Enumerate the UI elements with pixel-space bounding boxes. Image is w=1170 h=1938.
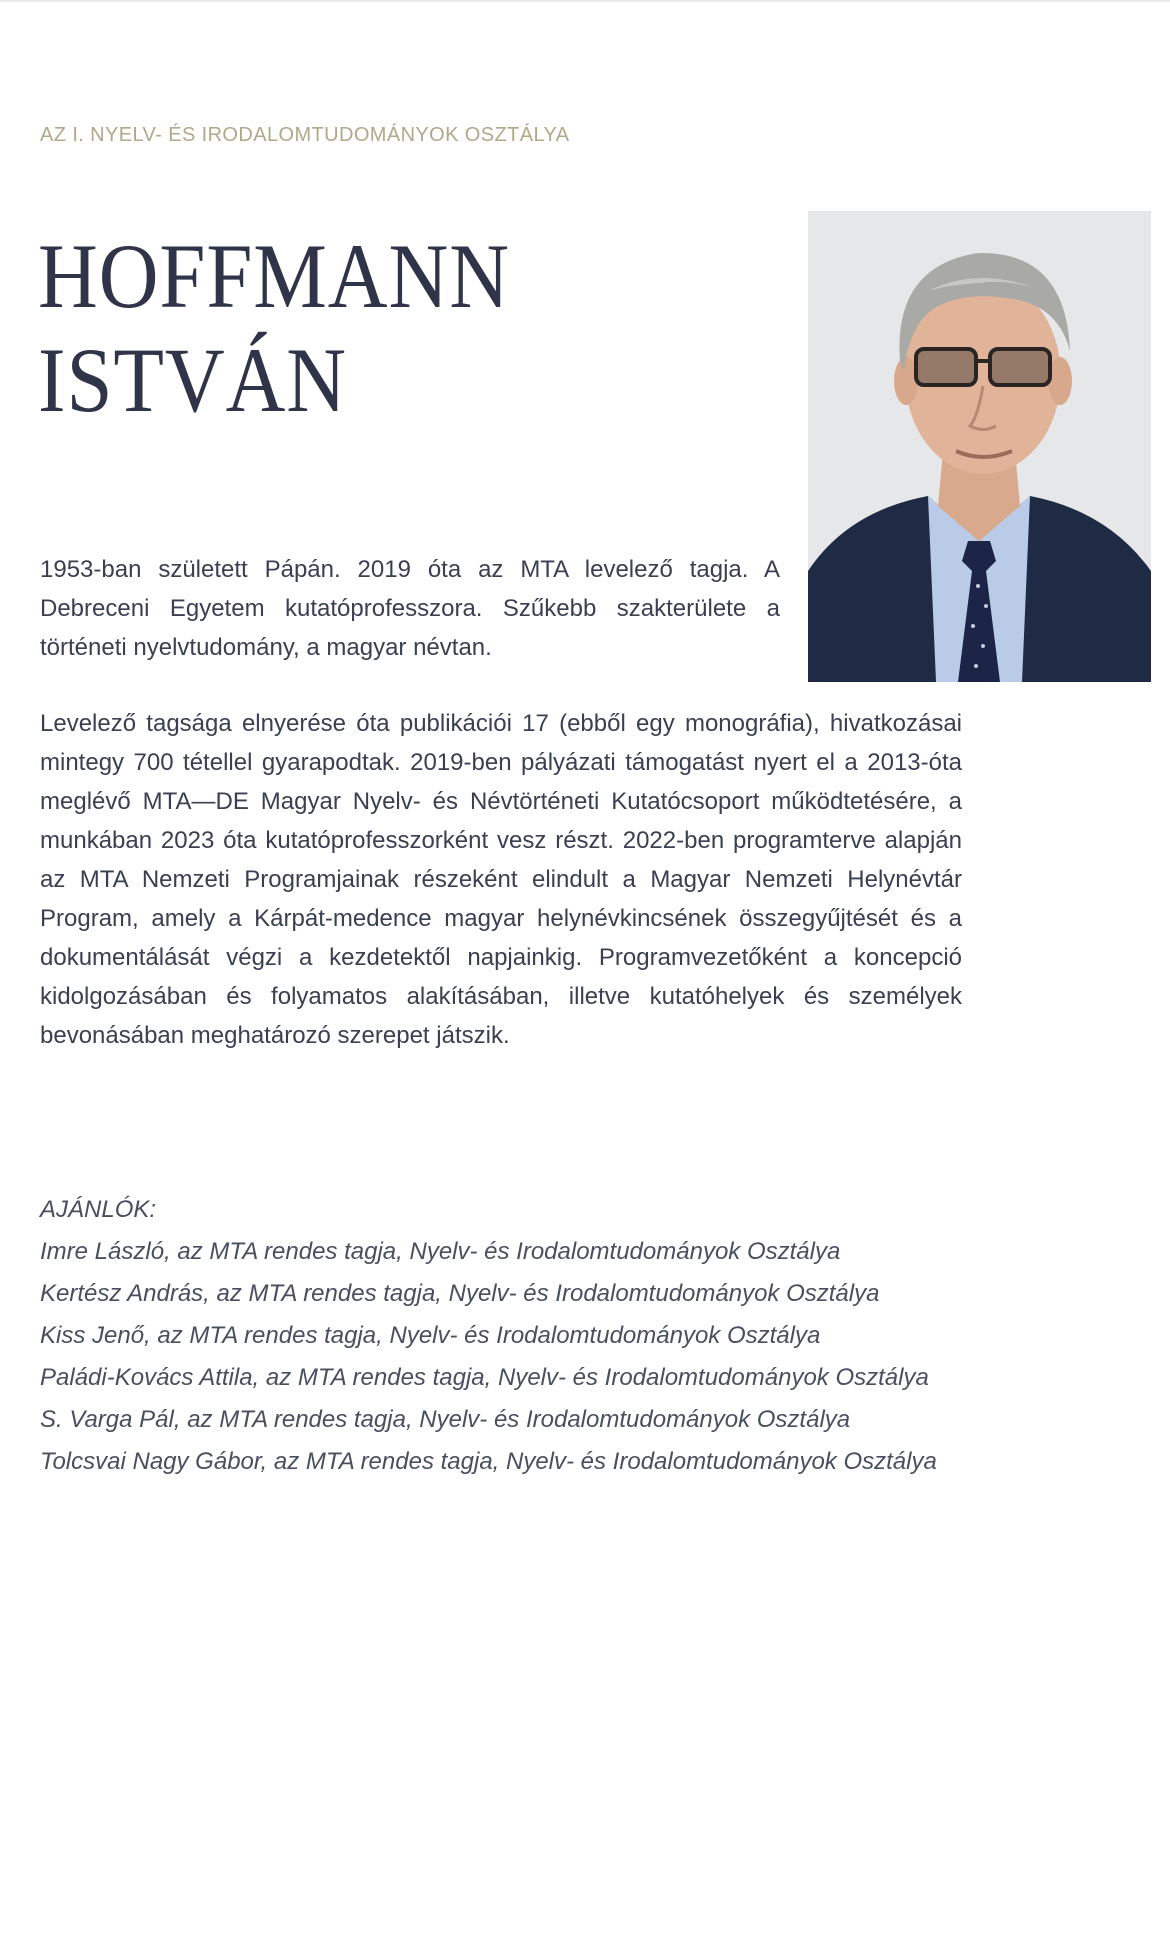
person-name [38,224,510,432]
recommenders-heading: AJÁNLÓK: [40,1196,157,1223]
recommender-item: Paládi-Kovács Attila, az MTA rendes tagja, Nyelv- és Irodalomtudományok Osztálya [40,1364,929,1391]
recommenders-section [40,1189,937,1483]
recommender-item: Tolcsvai Nagy Gábor, az MTA rendes tagja, Nyelv- és Irodalomtudományok Osztálya [40,1448,937,1475]
person-name-line2: ISTVÁN [38,329,347,431]
recommender-item: Kiss Jenő, az MTA rendes tagja, Nyelv- és Irodalomtudományok Osztálya [40,1322,821,1349]
recommender-item: S. Varga Pál, az MTA rendes tagja, Nyelv- és Irodalomtudományok Osztálya [40,1406,851,1433]
portrait-photo [808,211,1151,682]
recommender-item: Kertész András, az MTA rendes tagja, Nyelv- és Irodalomtudományok Osztálya [40,1280,880,1307]
recommender-item: Imre László, az MTA rendes tagja, Nyelv- és Irodalomtudományok Osztálya [40,1238,841,1265]
person-name-line1: HOFFMANN [38,225,510,327]
bio-paragraph-2: Levelező tagsága elnyerése óta publikációi 17 (ebből egy monográfia), hivatkozásai mintegy 700 tétellel gyarapodtak. 2019-ben pályázati támogatást nyert el a 2013-óta meglévő MTA—DE Magyar Nyelv- és Névtörténeti Kutatócsoport működtetésére, a munkában 2023 óta kutatóprofesszorként vesz részt. 2022-ben programterve alapján az MTA Nemzeti Programjainak részeként elindult a Magyar Nemzeti Helynévtár Program, amely a Kárpát-medence magyar helynévkincsének összegyűjtését és a dokumentálását végzi a kezdetektől napjainkig. Programvezetőként a koncepció kidolgozásában és folyamatos alakításában, illetve kutatóhelyek és személyek bevonásában meghatározó szerepet játszik. [40,710,962,1049]
top-divider [0,0,1170,2]
bio-paragraph-1: 1953-ban született Pápán. 2019 óta az MTA levelező tagja. A Debreceni Egyetem kutatóprofesszora. Szűkebb szakterülete a történeti nyelvtudomány, a magyar névtan. [40,556,780,661]
section-label: AZ I. NYELV- ÉS IRODALOMTUDOMÁNYOK OSZTÁLYA [40,124,570,146]
